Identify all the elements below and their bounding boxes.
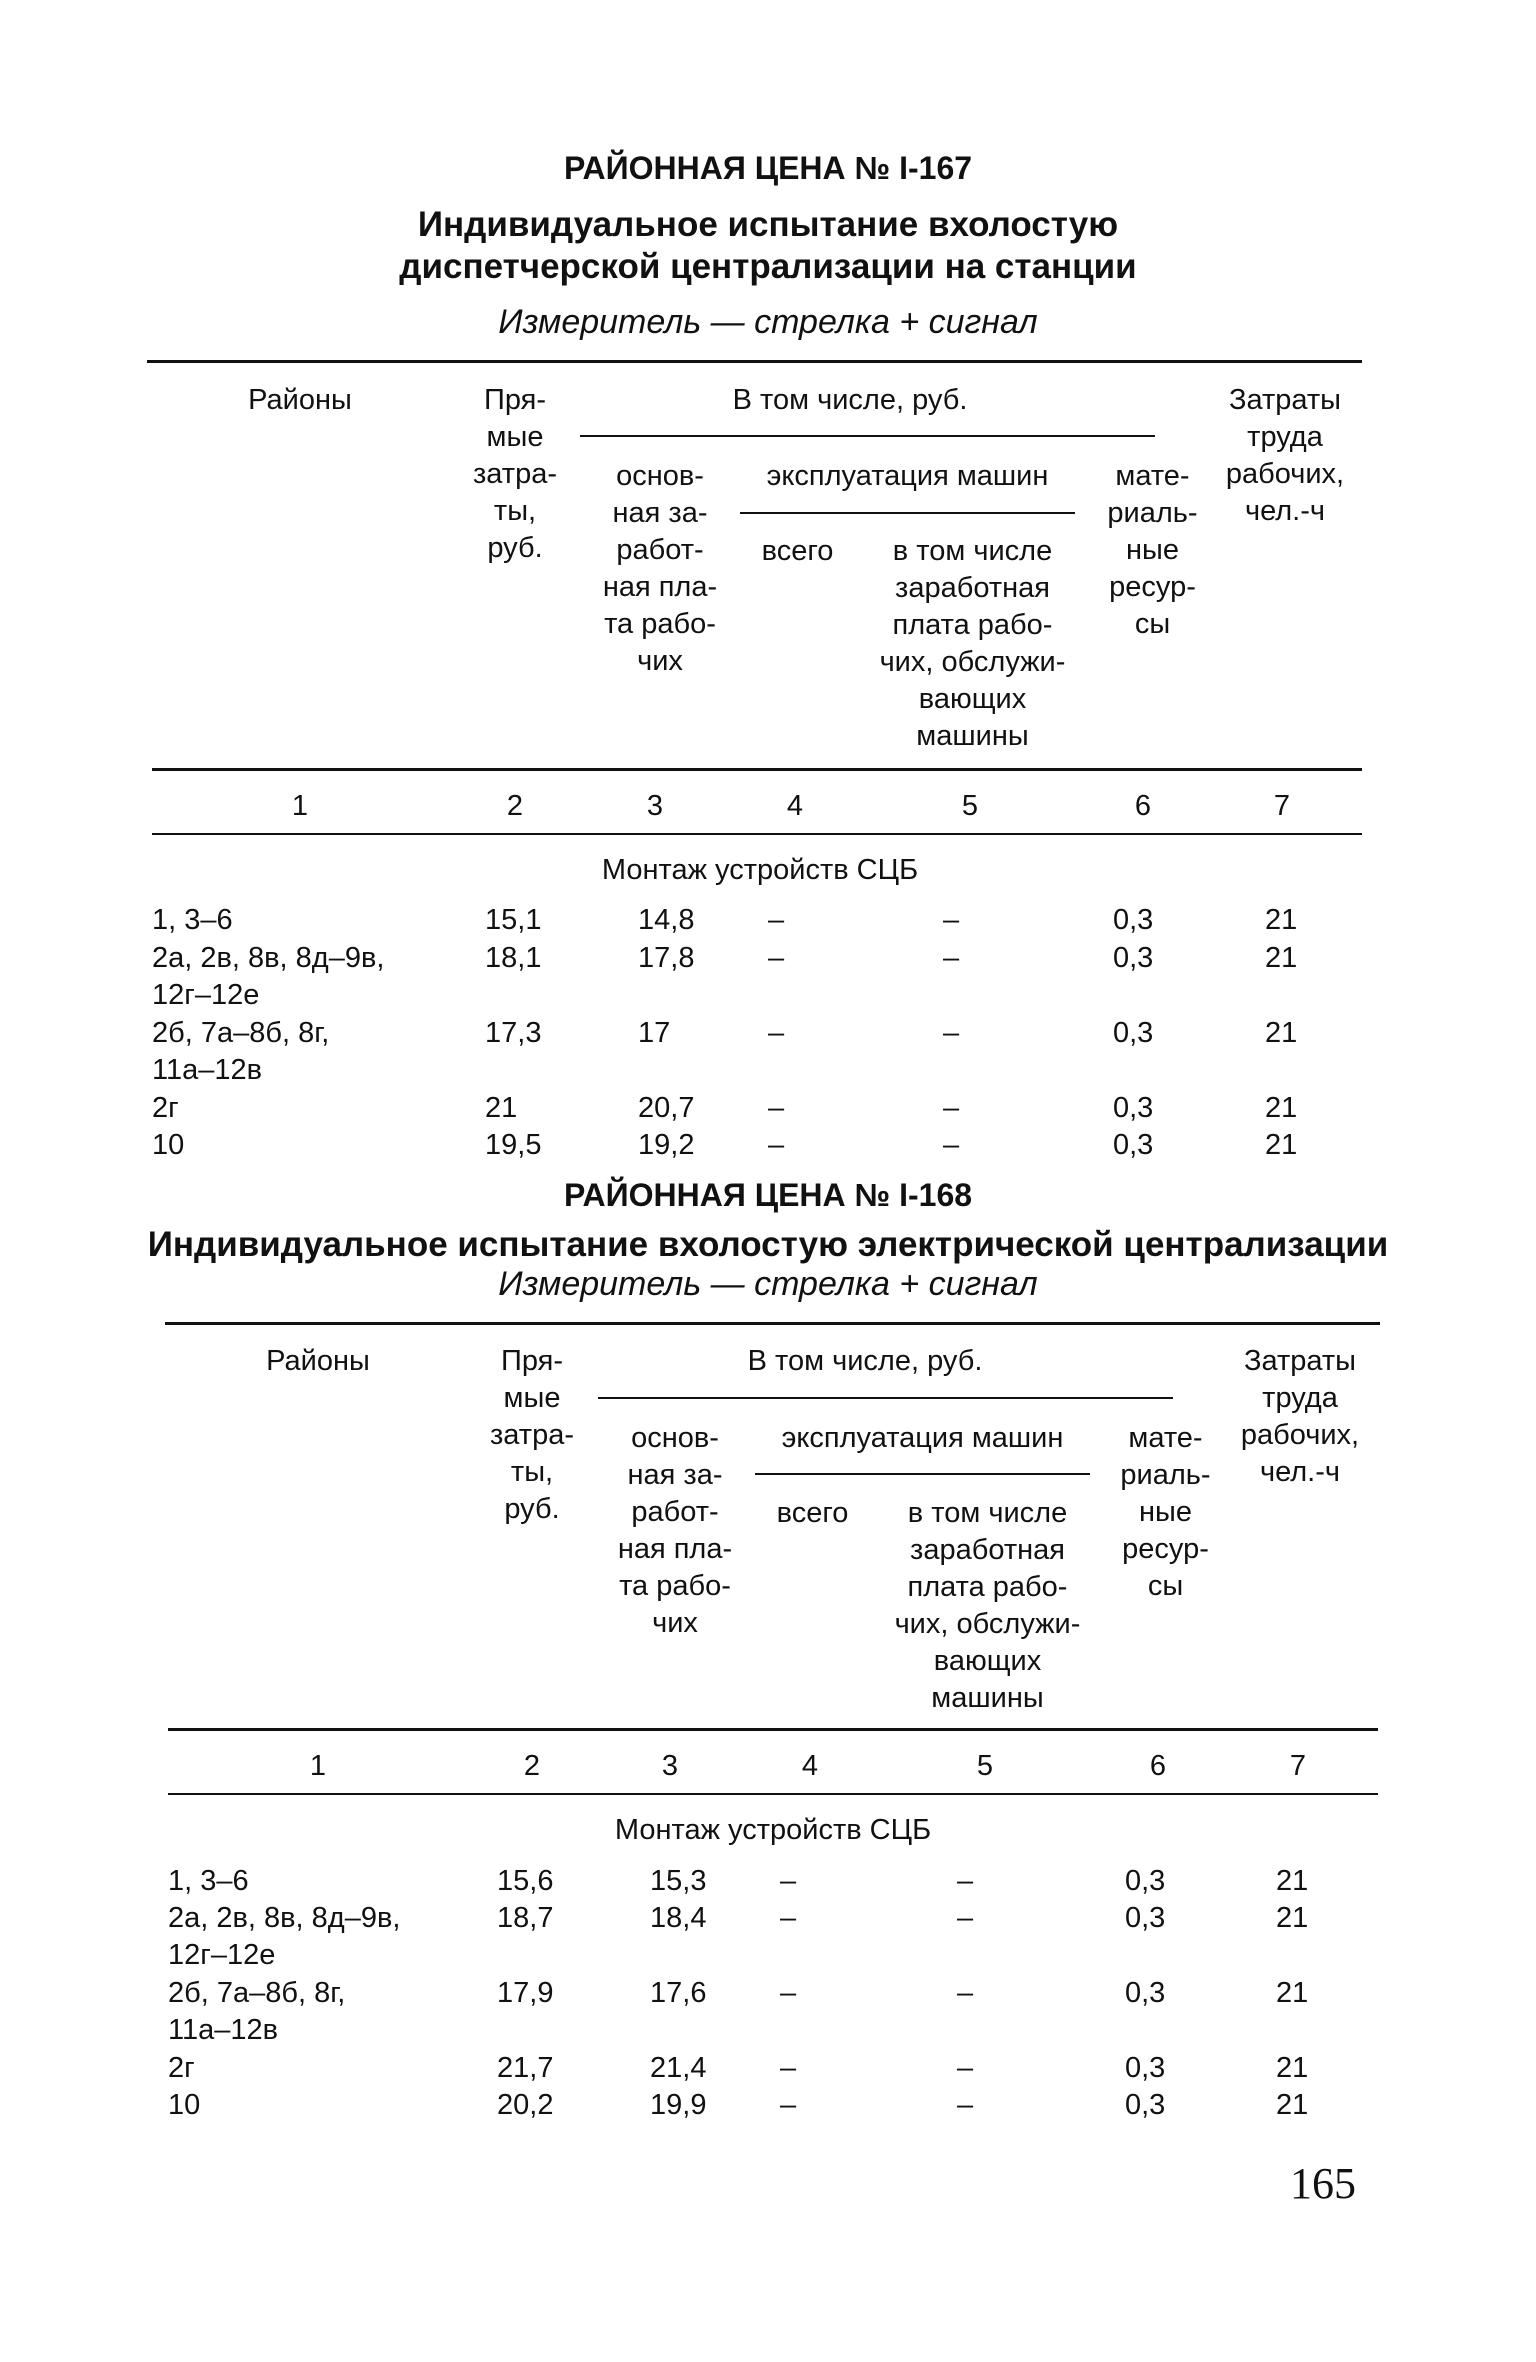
header-basic-wage: основ- ная за- работ- ная пла- та рабо- чих	[617, 1422, 733, 1639]
header-including: В том числе, руб.	[747, 1345, 983, 1377]
header-including: В том числе, руб.	[732, 384, 968, 416]
table-row-region: 10	[152, 1129, 185, 1161]
row-basic: 19,2	[638, 1129, 695, 1161]
row-materials: 0,3	[1113, 1017, 1154, 1049]
header-machines-rule	[740, 512, 1075, 514]
row-machines-wage: –	[943, 1017, 960, 1049]
row-machines: –	[780, 2089, 797, 2121]
row-machines-wage: –	[957, 1977, 974, 2009]
row-labor: 21	[1276, 1977, 1309, 2009]
row-basic: 20,7	[638, 1092, 695, 1124]
table-title-line-1: Индивидуальное испытание вхолостую электрической централизации	[147, 1225, 1389, 1264]
row-direct: 19,5	[485, 1129, 542, 1161]
header-materials: мате- риаль- ные ресур- сы	[1107, 460, 1198, 640]
header-machines-wage: в том числе заработная плата рабо- чих, обслужи- вающих машины	[894, 1497, 1081, 1714]
row-direct: 17,3	[485, 1017, 542, 1049]
header-machines: эксплуатация машин	[766, 460, 1049, 492]
row-machines-wage: –	[943, 1129, 960, 1161]
header-direct-costs: Пря- мые затра- ты, руб.	[490, 1345, 574, 1525]
col-number: 6	[1134, 790, 1152, 822]
header-bottom-rule	[168, 1728, 1378, 1731]
col-number: 2	[506, 790, 524, 822]
row-direct: 15,1	[485, 904, 542, 936]
table-top-rule	[147, 360, 1362, 363]
header-machines-wage: в том числе заработная плата рабо- чих, обслужи- вающих машины	[879, 535, 1066, 752]
row-labor: 21	[1265, 904, 1298, 936]
table-title-line-2: диспетчерской централизации на станции	[399, 247, 1137, 286]
row-labor: 21	[1276, 2052, 1309, 2084]
row-direct: 18,1	[485, 942, 542, 974]
row-machines: –	[780, 1977, 797, 2009]
price-heading-2: РАЙОННАЯ ЦЕНА № I-168	[563, 1177, 973, 1213]
row-materials: 0,3	[1125, 2089, 1166, 2121]
row-materials: 0,3	[1113, 904, 1154, 936]
table-title-line-1: Индивидуальное испытание вхолостую	[417, 205, 1119, 244]
col-number: 3	[661, 1750, 679, 1782]
row-labor: 21	[1265, 1092, 1298, 1124]
row-direct: 20,2	[497, 2089, 554, 2121]
row-materials: 0,3	[1113, 942, 1154, 974]
row-machines: –	[768, 942, 785, 974]
row-labor: 21	[1265, 1129, 1298, 1161]
row-machines: –	[780, 1902, 797, 1934]
row-basic: 19,9	[650, 2089, 707, 2121]
row-machines-wage: –	[943, 1092, 960, 1124]
row-materials: 0,3	[1125, 2052, 1166, 2084]
header-materials: мате- риаль- ные ресур- сы	[1120, 1422, 1211, 1602]
row-machines-wage: –	[957, 1902, 974, 1934]
header-regions: Районы	[266, 1345, 370, 1377]
col-number: 5	[961, 790, 979, 822]
row-machines: –	[768, 904, 785, 936]
measure-unit: Измеритель — стрелка + сигнал	[498, 1265, 1038, 1303]
col-number: 1	[291, 790, 309, 822]
row-labor: 21	[1265, 942, 1298, 974]
col-number: 1	[309, 1750, 327, 1782]
header-machines-rule	[755, 1473, 1090, 1475]
col-number: 4	[786, 790, 804, 822]
table-top-rule	[165, 1322, 1380, 1325]
measure-unit: Измеритель — стрелка + сигнал	[498, 303, 1038, 341]
header-including-rule	[598, 1397, 1173, 1399]
row-machines: –	[768, 1092, 785, 1124]
header-direct-costs: Пря- мые затра- ты, руб.	[473, 384, 557, 564]
row-basic: 21,4	[650, 2052, 707, 2084]
row-basic: 18,4	[650, 1902, 707, 1934]
row-materials: 0,3	[1125, 1902, 1166, 1934]
header-labor: Затраты труда рабочих, чел.-ч	[1240, 1345, 1360, 1488]
row-labor: 21	[1276, 1865, 1309, 1897]
row-machines-wage: –	[957, 2052, 974, 2084]
row-machines-wage: –	[943, 942, 960, 974]
row-direct: 17,9	[497, 1977, 554, 2009]
table-row-region: 2а, 2в, 8в, 8д–9в, 12г–12е	[168, 1902, 401, 1971]
row-materials: 0,3	[1125, 1977, 1166, 2009]
row-materials: 0,3	[1113, 1129, 1154, 1161]
row-materials: 0,3	[1113, 1092, 1154, 1124]
row-machines-wage: –	[957, 1865, 974, 1897]
col-number: 3	[646, 790, 664, 822]
row-basic: 17,8	[638, 942, 695, 974]
row-machines: –	[768, 1129, 785, 1161]
row-basic: 17	[638, 1017, 671, 1049]
table-row-region: 2б, 7а–8б, 8г, 11а–12в	[152, 1017, 330, 1086]
row-direct: 18,7	[497, 1902, 554, 1934]
row-machines: –	[780, 1865, 797, 1897]
row-basic: 17,6	[650, 1977, 707, 2009]
header-basic-wage: основ- ная за- работ- ная пла- та рабо- чих	[602, 460, 718, 677]
row-machines-wage: –	[957, 2089, 974, 2121]
table-row-region: 2г	[168, 2052, 195, 2084]
header-machines-total: всего	[761, 535, 834, 567]
row-direct: 21,7	[497, 2052, 554, 2084]
col-number: 6	[1149, 1750, 1167, 1782]
col-number: 7	[1273, 790, 1291, 822]
header-machines: эксплуатация машин	[781, 1422, 1064, 1454]
header-including-rule	[580, 435, 1155, 437]
row-labor: 21	[1265, 1017, 1298, 1049]
col-number: 4	[801, 1750, 819, 1782]
row-basic: 14,8	[638, 904, 695, 936]
col-number: 7	[1289, 1750, 1307, 1782]
section-subheading: Монтаж устройств СЦБ	[601, 854, 919, 886]
price-heading-1: РАЙОННАЯ ЦЕНА № I-167	[563, 150, 973, 186]
row-direct: 15,6	[497, 1865, 554, 1897]
table-row-region: 2г	[152, 1092, 179, 1124]
row-machines: –	[768, 1017, 785, 1049]
header-machines-total: всего	[776, 1497, 849, 1529]
row-labor: 21	[1276, 2089, 1309, 2121]
table-row-region: 1, 3–6	[168, 1865, 249, 1897]
table-row-region: 10	[168, 2089, 201, 2121]
row-materials: 0,3	[1125, 1865, 1166, 1897]
row-machines: –	[780, 2052, 797, 2084]
table-row-region: 2а, 2в, 8в, 8д–9в, 12г–12е	[152, 942, 385, 1011]
row-basic: 15,3	[650, 1865, 707, 1897]
header-regions: Районы	[248, 384, 352, 416]
table-row-region: 2б, 7а–8б, 8г, 11а–12в	[168, 1977, 346, 2046]
table-row-region: 1, 3–6	[152, 904, 233, 936]
section-subheading: Монтаж устройств СЦБ	[614, 1814, 932, 1846]
col-numbers-rule	[168, 1793, 1378, 1795]
row-direct: 21	[485, 1092, 518, 1124]
col-number: 5	[976, 1750, 994, 1782]
row-labor: 21	[1276, 1902, 1309, 1934]
header-labor: Затраты труда рабочих, чел.-ч	[1225, 384, 1345, 527]
page-number: 165	[1290, 2159, 1356, 2208]
row-machines-wage: –	[943, 904, 960, 936]
col-number: 2	[523, 1750, 541, 1782]
col-numbers-rule	[152, 833, 1362, 835]
header-bottom-rule	[152, 768, 1362, 771]
